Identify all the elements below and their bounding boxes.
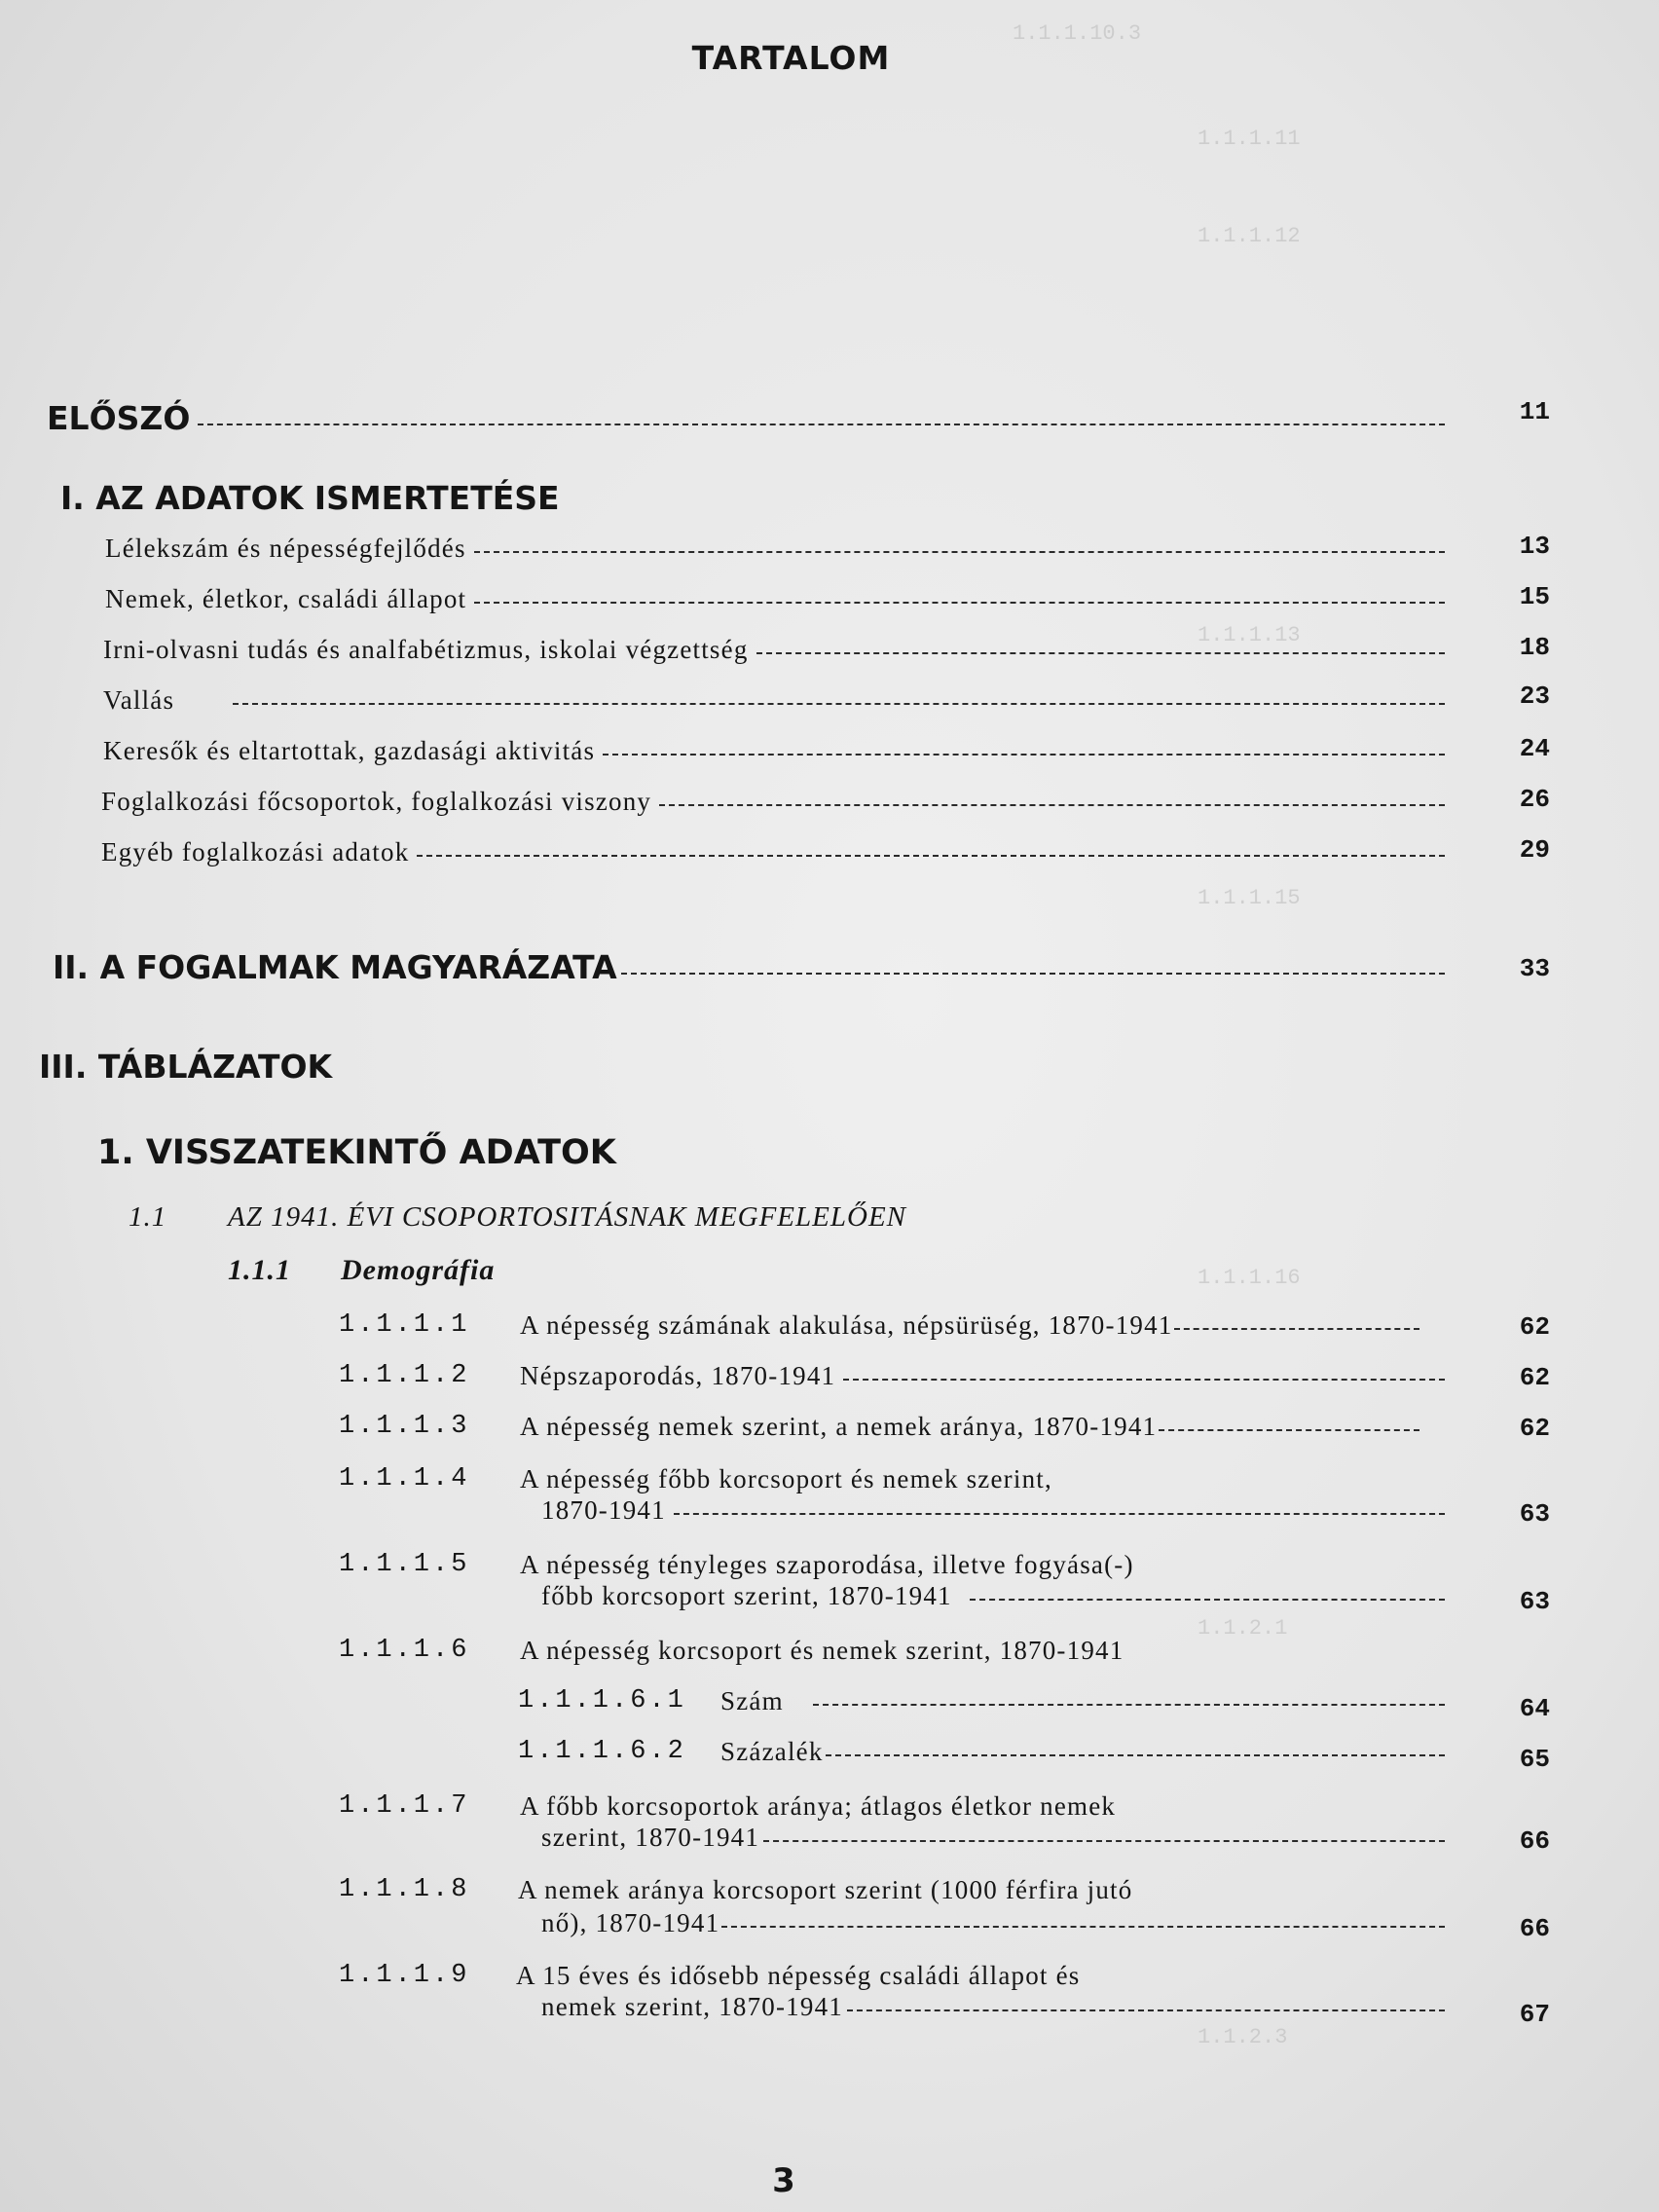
bleed-through-text: 1.1.1.15: [1198, 886, 1301, 910]
page-number: 15: [1519, 582, 1550, 611]
page-number: 33: [1519, 954, 1550, 983]
toc-entry[interactable]: 1870-1941: [541, 1495, 1458, 1526]
section-heading-1: I. AZ ADATOK ISMERTETÉSE: [60, 479, 560, 517]
page-number: 66: [1519, 1914, 1550, 1943]
preface-page: 11: [1519, 397, 1550, 426]
entry-number: 1.1.1.3: [339, 1412, 470, 1441]
page-number: 64: [1519, 1694, 1550, 1723]
subsection-heading-1: 1. VISSZATEKINTŐ ADATOK: [97, 1133, 616, 1172]
page-number: 62: [1519, 1312, 1550, 1342]
page-number: 62: [1519, 1414, 1550, 1443]
entry-number: 1.1.1.1: [339, 1310, 470, 1340]
subsection-1-1: 1.1 AZ 1941. ÉVI CSOPORTOSITÁSNAK MEGFELELŐEN: [129, 1201, 906, 1233]
toc-entry[interactable]: Nemek, életkor, családi állapot: [105, 584, 1458, 614]
toc-entry[interactable]: Szám: [720, 1686, 1458, 1716]
page-number: 18: [1519, 633, 1550, 662]
toc-entry[interactable]: A népesség nemek szerint, a nemek aránya, 1870-1941: [520, 1412, 1458, 1442]
bleed-through-text: 1.1.2.3: [1198, 2025, 1288, 2049]
page-number: 13: [1519, 532, 1550, 561]
dot-leader: [198, 424, 1445, 425]
toc-entry-preface[interactable]: [47, 399, 1458, 437]
entry-number: 1.1.1.9: [339, 1961, 470, 1990]
entry-number: 1.1.1.6.1: [518, 1686, 686, 1715]
toc-entry[interactable]: Irni-olvasni tudás és analfabétizmus, iskolai végzettség: [103, 635, 1458, 665]
toc-entry[interactable]: nemek szerint, 1870-1941: [541, 1992, 1458, 2022]
subsection-1-1-1: 1.1.1 Demográfia: [228, 1254, 496, 1286]
entry-text: A főbb korcsoportok aránya; átlagos életkor nemek: [520, 1791, 1117, 1821]
page-number: 67: [1519, 2000, 1550, 2029]
page-number: 65: [1519, 1745, 1550, 1774]
entry-text: A népesség főbb korcsoport és nemek szerint,: [520, 1464, 1052, 1493]
toc-entry-section-2[interactable]: [53, 948, 1458, 986]
toc-entry[interactable]: Egyéb foglalkozási adatok: [101, 837, 1458, 867]
toc-entry[interactable]: főbb korcsoport szerint, 1870-1941: [541, 1581, 1458, 1611]
entry-text: A 15 éves és idősebb népesség családi állapot és: [516, 1961, 1081, 1990]
toc-entry[interactable]: A népesség számának alakulása, népsürüség, 1870-1941: [520, 1310, 1458, 1341]
page-number: 63: [1519, 1587, 1550, 1616]
toc-entry[interactable]: Foglalkozási főcsoportok, foglalkozási viszony: [101, 787, 1458, 817]
section-heading-3: III. TÁBLÁZATOK: [39, 1048, 333, 1086]
toc-entry[interactable]: Vallás: [103, 685, 1458, 716]
page-number: 62: [1519, 1363, 1550, 1392]
preface-label: ELŐSZÓ: [47, 399, 191, 437]
page-number: 24: [1519, 734, 1550, 763]
entry-number: 1.1.1.8: [339, 1875, 470, 1904]
page-footer-number: 3: [772, 2161, 795, 2200]
bleed-through-text: 1.1.1.10.3: [1013, 21, 1142, 46]
entry-text: A nemek aránya korcsoport szerint (1000 férfira jutó: [518, 1875, 1133, 1904]
bleed-through-text: 1.1.1.12: [1198, 224, 1301, 248]
bleed-through-text: 1.1.1.13: [1198, 623, 1301, 647]
entry-number: 1.1.1.2: [339, 1361, 470, 1390]
entry-number: 1.1.1.6.2: [518, 1737, 686, 1766]
entry-number: 1.1.1.5: [339, 1550, 470, 1579]
toc-entry[interactable]: Lélekszám és népességfejlődés: [105, 534, 1458, 564]
page-number: 66: [1519, 1826, 1550, 1856]
toc-entry[interactable]: Keresők és eltartottak, gazdasági aktivitás: [103, 736, 1458, 766]
toc-entry[interactable]: szerint, 1870-1941: [541, 1823, 1458, 1853]
entry-number: 1.1.1.6: [339, 1636, 470, 1665]
bleed-through-text: 1.1.1.11: [1198, 127, 1301, 151]
page-title: TARTALOM: [691, 39, 891, 77]
bleed-through-text: 1.1.1.16: [1198, 1266, 1301, 1290]
toc-entry[interactable]: nő), 1870-1941: [541, 1908, 1458, 1938]
entry-text: A népesség korcsoport és nemek szerint, 1870-1941: [520, 1636, 1124, 1665]
page-number: 26: [1519, 785, 1550, 814]
entry-number: 1.1.1.7: [339, 1791, 470, 1821]
toc-entry[interactable]: Százalék: [720, 1737, 1458, 1767]
page-number: 63: [1519, 1499, 1550, 1529]
page-number: 29: [1519, 835, 1550, 865]
entry-text: A népesség tényleges szaporodása, illetve fogyása(-): [520, 1550, 1134, 1579]
section-heading-2: II. A FOGALMAK MAGYARÁZATA: [53, 948, 617, 986]
bleed-through-text: 1.1.2.1: [1198, 1616, 1288, 1641]
toc-entry[interactable]: Népszaporodás, 1870-1941: [520, 1361, 1458, 1391]
page-number: 23: [1519, 682, 1550, 711]
entry-number: 1.1.1.4: [339, 1464, 470, 1493]
